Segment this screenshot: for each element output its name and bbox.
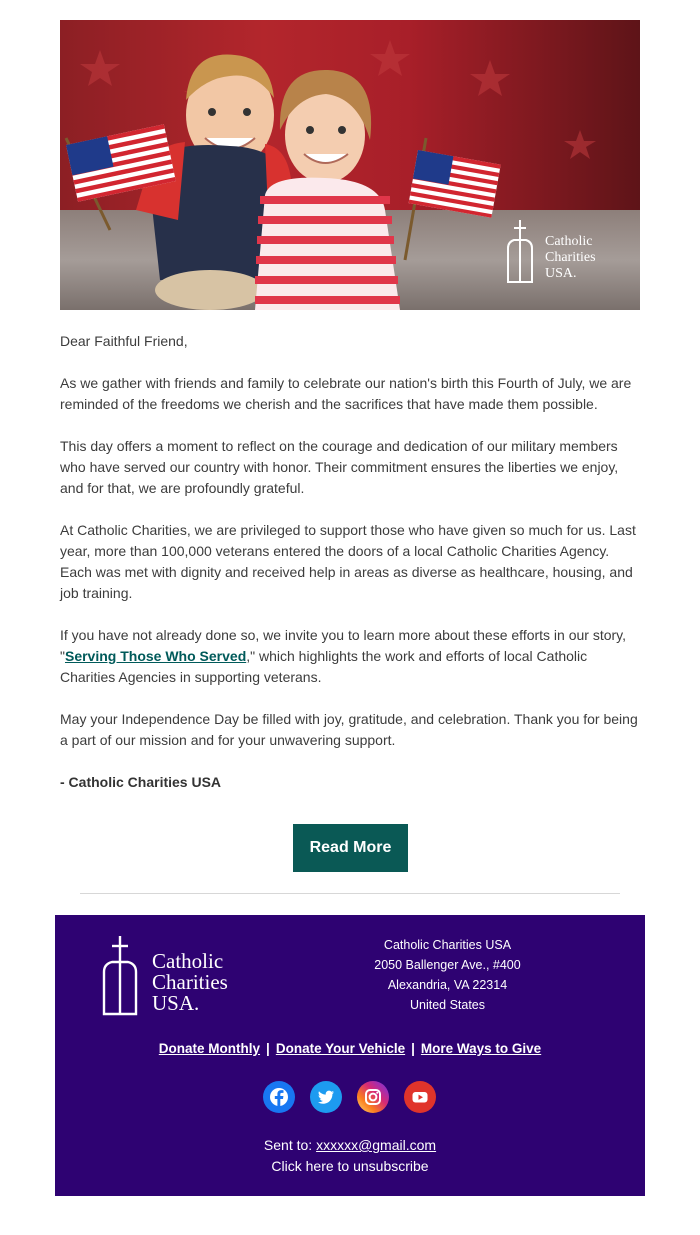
unsubscribe-link[interactable]: Click here to unsubscribe: [271, 1158, 429, 1174]
greeting: Dear Faithful Friend,: [60, 333, 188, 349]
footer-logo-line: Catholic: [152, 949, 224, 973]
sent-to-line: [55, 1135, 645, 1156]
paragraph: [60, 625, 642, 688]
story-link[interactable]: Serving Those Who Served: [64, 648, 247, 664]
paragraph: As we gather with friends and family to celebrate our nation's birth this Fourth of July, we are reminded of the freedoms we cherish and the sacrifices that have made them possible.: [60, 375, 632, 412]
paragraph: This day offers a moment to reflect on the courage and dedication of our military members who have served our country with honor. Their commitment ensures the liberties we enjoy, and for that, we are profoundly grateful.: [60, 438, 619, 496]
address-line: Alexandria, VA 22314: [387, 978, 508, 992]
address-line: Catholic Charities USA: [383, 938, 512, 952]
more-ways-to-give-link[interactable]: More Ways to Give: [420, 1041, 542, 1056]
letter-body: [60, 331, 642, 814]
footer-logo-line: USA.: [152, 991, 200, 1015]
address-line: United States: [409, 998, 486, 1012]
recipient-email-link[interactable]: xxxxxx@gmail.com: [316, 1137, 437, 1153]
youtube-icon[interactable]: [404, 1081, 436, 1113]
footer-logo: [100, 934, 235, 1020]
hero-logo: [504, 218, 624, 290]
paragraph-text: If you have not already done so, we invite you to learn more about these efforts in our story, ": [60, 627, 627, 664]
hero-banner-image: [60, 20, 640, 310]
sent-to-label: Sent to:: [263, 1137, 313, 1153]
hero-logo-line: Charities: [545, 250, 596, 265]
social-icons: [263, 1081, 438, 1115]
hero-logo-line: Catholic: [545, 234, 593, 249]
divider: [80, 893, 620, 894]
cross-logo-icon: [100, 934, 146, 1020]
link-separator: |: [411, 1041, 415, 1056]
facebook-icon[interactable]: [263, 1081, 295, 1113]
cross-logo-icon: [504, 218, 544, 290]
paragraph: May your Independence Day be filled with joy, gratitude, and celebration. Thank you for being a part of our mission and for your unwavering support.: [60, 711, 638, 748]
link-separator: |: [266, 1041, 270, 1056]
signature: - Catholic Charities USA: [60, 774, 222, 790]
footer-logo-line: Charities: [152, 970, 228, 994]
address-line: 2050 Ballenger Ave., #400: [374, 958, 521, 972]
footer: [55, 915, 645, 1196]
donate-monthly-link[interactable]: Donate Monthly: [158, 1041, 261, 1056]
read-more-button[interactable]: Read More: [293, 824, 408, 872]
twitter-icon[interactable]: [310, 1081, 342, 1113]
paragraph: At Catholic Charities, we are privileged to support those who have given so much for us. Last year, more than 100,000 veterans entered the doors of a local Catholic Charities Agency. Each was met with dignity and received help in areas as diverse as healthcare, housing, and job training.: [60, 522, 636, 601]
footer-links: [55, 1041, 645, 1056]
paragraph-text: ," which highlights the work and efforts of local Catholic Charities Agencies in supporting veterans.: [60, 648, 588, 685]
instagram-icon[interactable]: [357, 1081, 389, 1113]
donate-vehicle-link[interactable]: Donate Your Vehicle: [275, 1041, 406, 1056]
mailing-address: [345, 935, 550, 1015]
hero-logo-line: USA.: [545, 266, 577, 281]
